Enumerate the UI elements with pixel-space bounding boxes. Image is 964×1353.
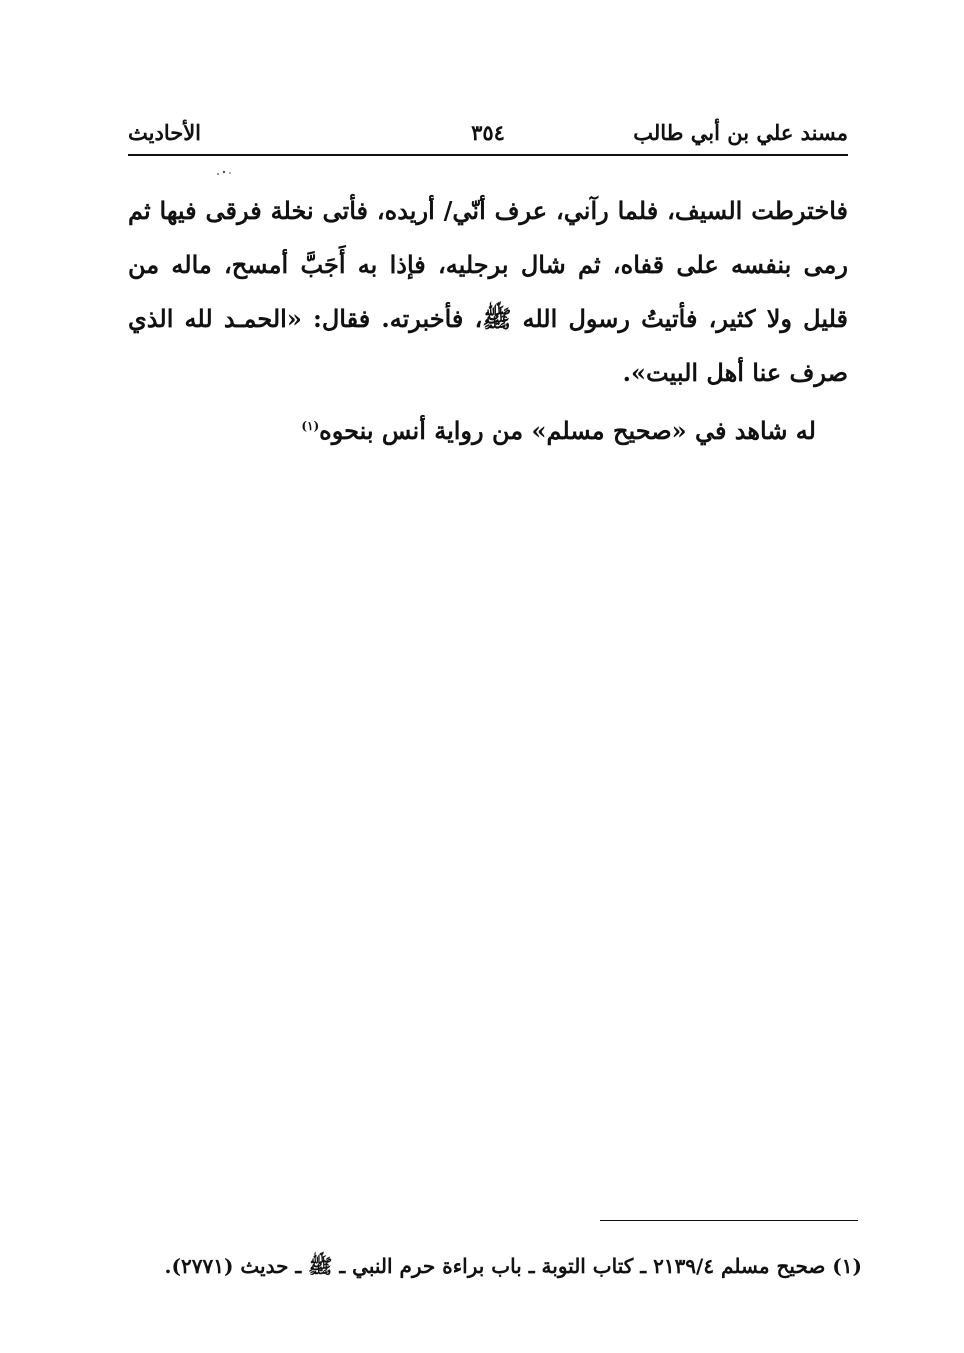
header-divider xyxy=(128,154,848,156)
witness-text: له شاهد في «صحيح مسلم» من رواية أنس بنحوه xyxy=(319,416,816,445)
section-title: الأحاديث xyxy=(128,120,202,145)
print-speck xyxy=(214,168,234,178)
footnote-marker: (١) xyxy=(301,419,320,433)
main-paragraph: فاخترطت السيف، فلما رآني، عرف أنّي/ أريده، فأتى نخلة فرقى فيها ثم رمى بنفسه على قفاه، ثم شال برجليه، فإذا به أَجَبَّ أمسح، ماله من قليل ولا كثير، فأتيتُ رسول الله ﷺ، فأخبرته. فقال: «الحمـد لله الذي صرف عنا أهل البيت». xyxy=(128,196,848,387)
running-header xyxy=(128,118,848,152)
page-number: ٣٥٤ xyxy=(471,120,505,145)
book-title: مسند علي بن أبي طالب xyxy=(633,120,848,145)
witness-line xyxy=(128,404,816,458)
footnote-1: (١) صحيح مسلم ٢١٣٩/٤ ـ كتاب التوبة ـ باب براءة حرم النبي ـ ﷺ ـ حديث (٢٧٧١). xyxy=(164,1254,862,1278)
footnote-divider xyxy=(600,1220,858,1221)
